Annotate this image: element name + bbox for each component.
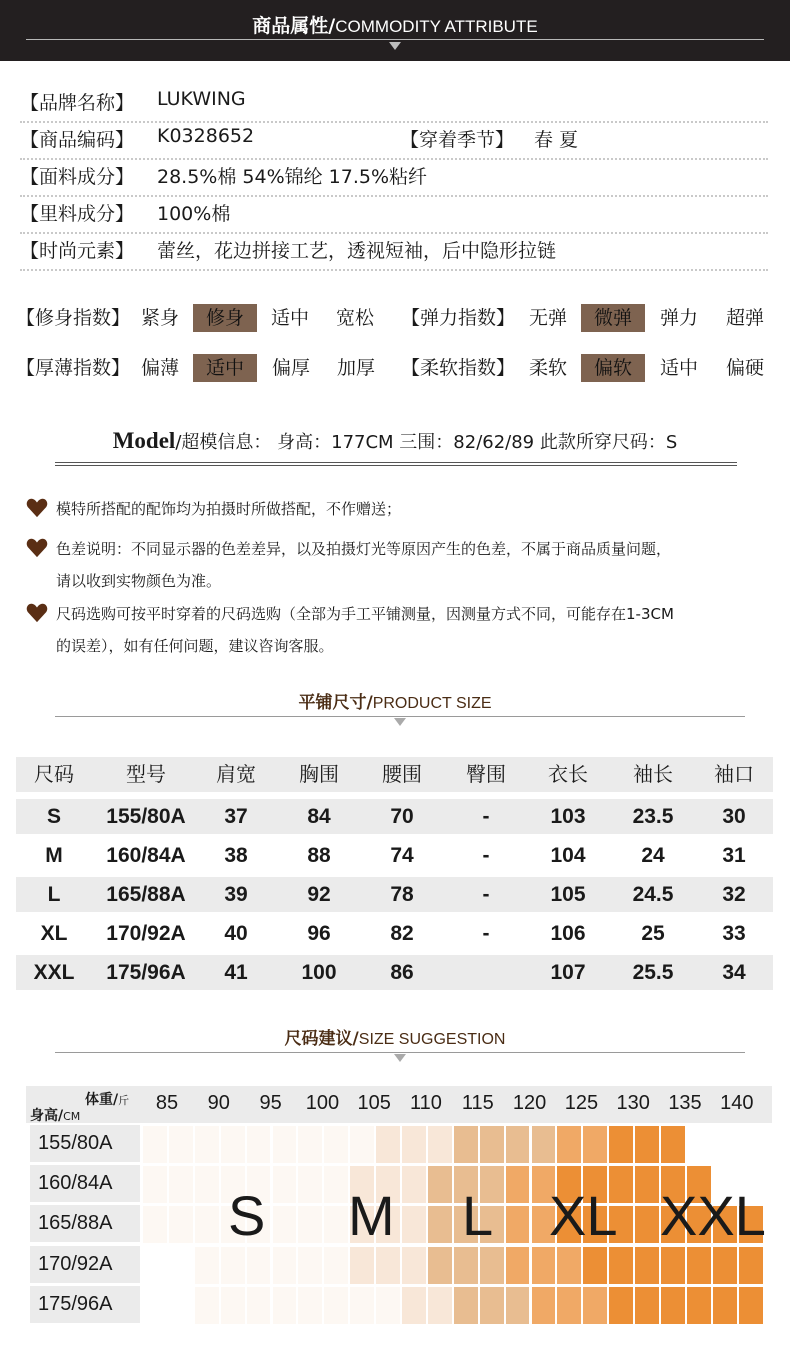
grid-cell xyxy=(221,1287,245,1324)
grid-cell xyxy=(557,1247,581,1284)
grid-cell xyxy=(454,1287,478,1324)
model-prefix: Model xyxy=(112,428,176,453)
table-cell: 175/96A xyxy=(106,961,186,984)
table-cell: 105 xyxy=(550,883,586,906)
attr-key: 【商品编码】 xyxy=(20,129,135,151)
attr-row-brand xyxy=(20,86,768,123)
grid-cell xyxy=(609,1126,633,1163)
table-row xyxy=(16,799,773,834)
table-cell: - xyxy=(482,922,490,945)
weight-value: 110 xyxy=(410,1092,442,1114)
height-value: 160/84A xyxy=(30,1165,140,1202)
elastic-option: 弹力 xyxy=(659,307,698,329)
grid-cell xyxy=(273,1206,297,1243)
weight-value: 85 xyxy=(155,1092,179,1114)
grid-cell xyxy=(195,1206,219,1243)
softness-index-label: 【柔软指数】 xyxy=(401,357,516,379)
grid-cell xyxy=(195,1287,219,1324)
table-cell: 34 xyxy=(722,961,746,984)
table-cell xyxy=(446,955,526,990)
grid-cell xyxy=(480,1247,504,1284)
grid-cell xyxy=(428,1166,452,1203)
product-size-title: 平铺尺寸/PRODUCT SIZE xyxy=(298,693,492,713)
grid-cell xyxy=(402,1166,426,1203)
table-cell: 160/84A xyxy=(106,844,186,867)
grid-cell xyxy=(195,1247,219,1284)
grid-cell xyxy=(428,1247,452,1284)
weight-axis-label: 体重/斤 xyxy=(85,1092,130,1108)
grid-cell xyxy=(350,1126,374,1163)
table-cell: 82 xyxy=(390,922,414,945)
header-arrow-icon xyxy=(389,42,401,50)
grid-cell xyxy=(428,1287,452,1324)
grid-cell xyxy=(273,1287,297,1324)
grid-cell xyxy=(583,1247,607,1284)
grid-cell xyxy=(324,1206,348,1243)
grid-cell xyxy=(350,1287,374,1324)
grid-cell xyxy=(739,1247,763,1284)
attr-key: 【里料成分】 xyxy=(20,203,135,225)
size-label: XL xyxy=(549,1184,618,1247)
table-cell: 臀围 xyxy=(466,762,506,786)
grid-cell xyxy=(247,1247,271,1284)
weight-value: 115 xyxy=(461,1092,494,1114)
size-label: M xyxy=(348,1184,395,1247)
table-cell: 78 xyxy=(390,883,414,906)
top-header xyxy=(0,0,790,61)
grid-cell xyxy=(143,1126,167,1163)
table-cell: XXL xyxy=(33,961,75,984)
attr-key: 【时尚元素】 xyxy=(20,240,135,262)
table-cell: 袖长 xyxy=(633,762,673,786)
softness-option: 柔软 xyxy=(528,357,567,379)
grid-cell xyxy=(532,1287,556,1324)
table-cell: 32 xyxy=(722,883,746,906)
note-accessories xyxy=(26,493,771,525)
grid-cell xyxy=(221,1126,245,1163)
grid-cell xyxy=(298,1126,322,1163)
table-cell: 74 xyxy=(390,844,414,867)
weight-value: 95 xyxy=(259,1092,282,1114)
grid-cell xyxy=(506,1166,530,1203)
grid-cell xyxy=(247,1287,271,1324)
table-row xyxy=(16,916,773,951)
attr-value: K0328652 xyxy=(157,125,255,147)
section-arrow-icon xyxy=(394,1054,406,1062)
heart-icon xyxy=(26,602,48,624)
elastic-index-label: 【弹力指数】 xyxy=(401,307,516,329)
softness-option: 适中 xyxy=(659,357,698,379)
grid-cell xyxy=(661,1287,685,1324)
table-cell: 衣长 xyxy=(548,762,588,786)
grid-cell xyxy=(557,1287,581,1324)
grid-cell xyxy=(324,1247,348,1284)
grid-cell xyxy=(298,1206,322,1243)
table-cell: 103 xyxy=(550,805,586,828)
grid-cell xyxy=(661,1247,685,1284)
table-cell: 尺码 xyxy=(34,762,74,786)
table-cell: 25 xyxy=(641,922,665,945)
softness-option: 偏硬 xyxy=(725,357,764,379)
grid-cell xyxy=(713,1287,737,1324)
weight-value: 130 xyxy=(616,1092,650,1114)
table-cell: 104 xyxy=(550,844,586,867)
grid-cell xyxy=(273,1126,297,1163)
note-text: 尺码选购可按平时穿着的尺码选购（全部为手工平铺测量，因测量方式不同，可能存在1-3CM xyxy=(56,605,674,623)
grid-cell xyxy=(532,1247,556,1284)
grid-cell xyxy=(273,1166,297,1203)
table-cell: 155/80A xyxy=(106,805,186,828)
grid-cell xyxy=(506,1247,530,1284)
grid-cell xyxy=(428,1206,452,1243)
size-label: L xyxy=(462,1184,494,1247)
grid-cell xyxy=(635,1247,659,1284)
attr-value: 100%棉 xyxy=(157,203,231,225)
grid-cell xyxy=(428,1126,452,1163)
table-cell: 96 xyxy=(307,922,331,945)
note-text: 请以收到实物颜色为准。 xyxy=(56,572,222,590)
height-value: 175/96A xyxy=(30,1286,140,1323)
fit-index-label: 【修身指数】 xyxy=(16,307,131,329)
attr-row-lining xyxy=(20,197,768,234)
size-label: XXL xyxy=(660,1184,766,1247)
attr-key: 【面料成分】 xyxy=(20,166,135,188)
model-info xyxy=(0,428,790,454)
grid-cell xyxy=(402,1126,426,1163)
table-cell: 37 xyxy=(224,805,248,828)
grid-cell xyxy=(402,1247,426,1284)
table-cell: 88 xyxy=(307,844,331,867)
table-cell: 30 xyxy=(722,805,746,828)
height-value: 165/88A xyxy=(30,1205,140,1242)
thickness-option: 加厚 xyxy=(336,357,375,379)
table-cell: 40 xyxy=(224,922,248,945)
model-text: /超模信息： 身高：177CM 三围：82/62/89 此款所穿尺码：S xyxy=(175,432,678,453)
grid-cell xyxy=(143,1206,167,1243)
grid-cell xyxy=(402,1287,426,1324)
table-cell: 33 xyxy=(722,922,746,945)
attr-row-code xyxy=(20,123,768,160)
grid-cell xyxy=(273,1247,297,1284)
grid-cell xyxy=(169,1166,193,1203)
attr-value: LUKWING xyxy=(157,88,246,110)
softness-option-selected: 偏软 xyxy=(581,354,645,382)
table-cell: 107 xyxy=(550,961,586,984)
grid-cell xyxy=(247,1126,271,1163)
grid-cell xyxy=(635,1287,659,1324)
weight-value: 140 xyxy=(720,1092,754,1114)
heart-icon xyxy=(26,537,48,559)
height-value: 155/80A xyxy=(30,1125,140,1162)
grid-cell xyxy=(480,1126,504,1163)
table-cell: 70 xyxy=(390,805,414,828)
grid-cell xyxy=(635,1166,659,1203)
grid-cell xyxy=(739,1287,763,1324)
model-divider xyxy=(55,462,737,463)
grid-cell xyxy=(169,1206,193,1243)
size-label: S xyxy=(228,1184,266,1247)
grid-cell xyxy=(195,1126,219,1163)
table-row xyxy=(16,838,773,873)
grid-cell xyxy=(376,1287,400,1324)
height-axis-label: 身高/CM xyxy=(30,1108,81,1124)
table-cell: 39 xyxy=(224,883,248,906)
section-arrow-icon xyxy=(394,718,406,726)
attr-row-fabric xyxy=(20,160,768,197)
grid-cell xyxy=(557,1126,581,1163)
weight-value: 125 xyxy=(564,1092,599,1114)
attr-key: 【品牌名称】 xyxy=(20,92,135,114)
table-row xyxy=(16,955,773,990)
note-text: 模特所搭配的配饰均为拍摄时所做搭配，不作赠送； xyxy=(56,500,402,518)
note-color-diff xyxy=(26,533,771,597)
header-divider xyxy=(26,39,764,40)
note-text: 色差说明：不同显示器的色差差异，以及拍摄灯光等原因产生的色差，不属于商品质量问题， xyxy=(56,540,672,558)
grid-cell xyxy=(324,1126,348,1163)
weight-value: 100 xyxy=(305,1092,340,1114)
attr-key: 【穿着季节】 xyxy=(400,129,515,151)
table-cell: 23.5 xyxy=(632,805,674,828)
table-cell: 24 xyxy=(641,844,665,867)
table-header-row xyxy=(16,757,773,792)
weight-value: 105 xyxy=(357,1092,391,1114)
thickness-option: 偏薄 xyxy=(140,357,179,379)
table-cell: XL xyxy=(40,922,68,945)
grid-cell xyxy=(635,1126,659,1163)
table-cell: 165/88A xyxy=(106,883,186,906)
header-title: 商品属性/COMMODITY ATTRIBUTE xyxy=(252,15,538,37)
attr-row-fashion xyxy=(20,234,768,271)
elastic-option: 超弹 xyxy=(725,307,764,329)
table-cell: 25.5 xyxy=(632,961,674,984)
grid-cell xyxy=(454,1126,478,1163)
table-cell: 86 xyxy=(390,961,414,984)
grid-cell xyxy=(583,1287,607,1324)
note-text: 的误差），如有任何问题，建议咨询客服。 xyxy=(56,637,334,655)
size-suggestion-title: 尺码建议/SIZE SUGGESTION xyxy=(284,1029,506,1049)
grid-cell xyxy=(609,1287,633,1324)
grid-cell xyxy=(506,1206,530,1243)
grid-cell xyxy=(221,1247,245,1284)
weight-value: 90 xyxy=(207,1092,230,1114)
grid-cell xyxy=(298,1166,322,1203)
table-row xyxy=(16,877,773,912)
grid-cell xyxy=(376,1247,400,1284)
height-value: 170/92A xyxy=(30,1246,140,1283)
table-cell: L xyxy=(47,883,61,906)
table-cell: 38 xyxy=(224,844,248,867)
note-size-selection xyxy=(26,598,771,662)
grid-cell xyxy=(687,1287,711,1324)
section-divider xyxy=(55,1052,745,1053)
grid-cell xyxy=(609,1247,633,1284)
thickness-option: 偏厚 xyxy=(271,357,310,379)
grid-cell xyxy=(324,1287,348,1324)
grid-cell xyxy=(402,1206,426,1243)
table-cell: 106 xyxy=(550,922,586,945)
table-cell: 92 xyxy=(307,883,331,906)
elastic-option-selected: 微弹 xyxy=(581,304,645,332)
table-cell: - xyxy=(482,844,490,867)
fit-option-selected: 修身 xyxy=(193,304,257,332)
table-cell: 84 xyxy=(307,805,331,828)
grid-cell xyxy=(583,1126,607,1163)
grid-cell xyxy=(532,1126,556,1163)
grid-cell xyxy=(687,1247,711,1284)
table-cell: S xyxy=(46,805,61,828)
weight-value: 120 xyxy=(512,1092,547,1114)
grid-cell xyxy=(143,1166,167,1203)
table-cell: 肩宽 xyxy=(216,762,256,786)
table-cell: - xyxy=(482,883,490,906)
thickness-option-selected: 适中 xyxy=(193,354,257,382)
grid-cell xyxy=(635,1206,659,1243)
grid-cell xyxy=(661,1126,685,1163)
model-divider xyxy=(55,465,737,466)
grid-cell xyxy=(350,1247,374,1284)
table-cell: 袖口 xyxy=(714,762,754,786)
table-cell: 31 xyxy=(722,844,746,867)
grid-cell xyxy=(169,1126,193,1163)
table-cell: - xyxy=(482,805,490,828)
fit-option: 适中 xyxy=(270,307,309,329)
weight-value: 135 xyxy=(668,1092,702,1114)
attr-value: 蕾丝，花边拼接工艺，透视短袖，后中隐形拉链 xyxy=(157,240,557,262)
section-divider xyxy=(55,716,745,717)
attr-value: 28.5%棉 54%锦纶 17.5%粘纤 xyxy=(157,166,428,188)
grid-cell xyxy=(506,1126,530,1163)
grid-cell xyxy=(454,1247,478,1284)
elastic-option: 无弹 xyxy=(528,307,567,329)
grid-cell xyxy=(480,1287,504,1324)
table-cell: 170/92A xyxy=(106,922,186,945)
grid-cell xyxy=(195,1166,219,1203)
table-cell: 腰围 xyxy=(382,762,422,786)
table-cell: 41 xyxy=(224,961,248,984)
thickness-index-label: 【厚薄指数】 xyxy=(16,357,131,379)
table-cell: 胸围 xyxy=(299,762,339,786)
grid-cell xyxy=(324,1166,348,1203)
grid-cell xyxy=(506,1287,530,1324)
table-cell: 型号 xyxy=(126,762,166,786)
table-cell: M xyxy=(45,844,63,867)
grid-cell xyxy=(713,1247,737,1284)
grid-cell xyxy=(376,1126,400,1163)
fit-option: 紧身 xyxy=(140,307,179,329)
grid-cell xyxy=(298,1247,322,1284)
grid-cell xyxy=(298,1287,322,1324)
attr-value: 春 夏 xyxy=(534,129,579,151)
heart-icon xyxy=(26,497,48,519)
table-cell: 24.5 xyxy=(632,883,674,906)
table-cell: 100 xyxy=(301,961,337,984)
fit-option: 宽松 xyxy=(335,307,374,329)
